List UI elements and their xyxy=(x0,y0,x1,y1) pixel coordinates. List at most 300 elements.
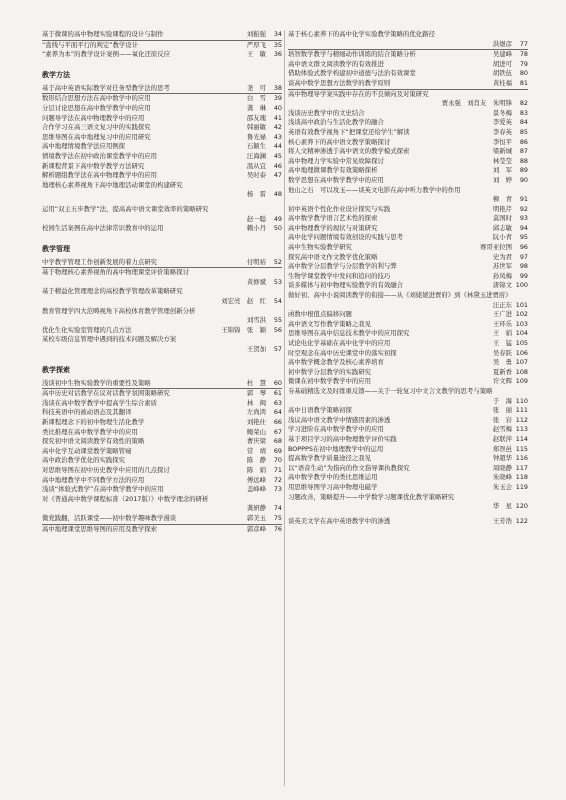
entry-author: 刘宏亮 赵 红 xyxy=(221,297,266,306)
entry-title: 高中数学概念教学及核心素养培育 xyxy=(288,358,384,367)
toc-entry[interactable] xyxy=(42,495,282,514)
entry-page: 42 xyxy=(273,123,282,132)
entry-page: 50 xyxy=(273,224,282,233)
entry-author: 郭彦峰 xyxy=(246,524,266,533)
entry-page: 116 xyxy=(515,454,528,463)
toc-entry[interactable] xyxy=(288,224,528,234)
entry-page: 94 xyxy=(519,223,528,232)
entry-author: 赖小丹 xyxy=(246,224,266,233)
toc-entry[interactable] xyxy=(288,483,528,493)
entry-page: 109 xyxy=(515,377,528,386)
entry-title: 教育管理学四大范畴视角下高校体育教学管理创新分析 xyxy=(42,306,196,315)
entry-page: 110 xyxy=(515,396,528,405)
entry-title: 他山之石 可以攻玉——谈英文电影在高中听力教学中的作用 xyxy=(288,185,461,194)
entry-author: 张 岩 xyxy=(492,415,512,424)
entry-title: 借助体验式教学构建初中道德与法治有效课堂 xyxy=(288,69,416,78)
toc-entry[interactable] xyxy=(288,205,528,215)
entry-author: 严厚飞 xyxy=(246,40,266,49)
entry-author: 华 星 xyxy=(492,502,512,511)
entry-page: 90 xyxy=(519,175,528,184)
entry-page: 95 xyxy=(519,233,528,242)
entry-page: 87 xyxy=(519,147,528,156)
entry-title: 生物学课堂教学中发问和追问的技巧 xyxy=(288,271,391,280)
toc-entry[interactable] xyxy=(42,171,282,181)
entry-title: 高中地理微课教学有效策略探析 xyxy=(288,166,378,175)
entry-author: 王锦锦 张 颖 xyxy=(221,325,266,334)
entry-author: 曹庆梁 xyxy=(246,437,266,446)
toc-entry[interactable] xyxy=(288,138,528,148)
entry-author: 赛哥亚拉图 xyxy=(480,243,512,252)
entry-page: 104 xyxy=(515,329,528,338)
toc-entry[interactable] xyxy=(42,447,282,457)
toc-entry[interactable] xyxy=(288,281,528,291)
toc-entry[interactable] xyxy=(42,50,282,60)
entry-title: 浅谈初中生物实验教学的重要性及策略 xyxy=(42,378,151,387)
entry-meta xyxy=(42,316,282,326)
toc-entry[interactable] xyxy=(288,310,528,320)
toc-entry[interactable] xyxy=(288,79,528,90)
toc-entry[interactable] xyxy=(42,485,282,495)
entry-title: 高中数学教学语言艺术性的探索 xyxy=(288,214,378,223)
toc-entry[interactable] xyxy=(42,418,282,428)
entry-meta xyxy=(42,297,282,307)
entry-title: 浅谈高中政治与生活化教学的融合 xyxy=(288,118,384,127)
entry-page: 41 xyxy=(273,113,282,122)
entry-author: 韩丽敏 xyxy=(246,123,266,132)
entry-title: 数学思想在高中数学教学中的应用 xyxy=(288,175,384,184)
entry-author: 付明裕 xyxy=(246,257,266,266)
entry-author: 陈 娟 xyxy=(246,465,266,474)
toc-entry[interactable] xyxy=(42,94,282,104)
entry-author: 郑智邑 xyxy=(492,444,512,453)
toc-entry[interactable] xyxy=(288,60,528,70)
toc-entry[interactable] xyxy=(288,339,528,349)
entry-page: 71 xyxy=(273,465,282,474)
toc-entry[interactable] xyxy=(42,408,282,418)
entry-title: 基于高中英语实际教学对任务型教学法的思考 xyxy=(42,83,170,92)
entry-meta xyxy=(288,40,528,50)
entry-page: 117 xyxy=(515,463,528,472)
toc-entry[interactable] xyxy=(288,445,528,455)
entry-title: 解析题组教学法在高中物理教学中的应用 xyxy=(42,171,158,180)
entry-title: 将人文精神渗透于高中语文的教学模式探索 xyxy=(288,147,410,156)
toc-entry[interactable] xyxy=(288,109,528,119)
entry-page: 82 xyxy=(519,99,528,108)
entry-title: 高中地理情境教学法应用例探 xyxy=(42,142,126,151)
entry-title: 合作学习在高三语文复习中的实践探究 xyxy=(42,123,151,132)
entry-page: 96 xyxy=(519,243,528,252)
toc-entry[interactable] xyxy=(288,473,528,483)
entry-author: 赵一聪 xyxy=(246,214,266,223)
entry-page: 118 xyxy=(515,473,528,482)
toc-entry[interactable] xyxy=(42,525,282,535)
toc-entry[interactable] xyxy=(288,368,528,378)
entry-author: 周晓静 xyxy=(492,463,512,472)
toc-entry[interactable] xyxy=(288,262,528,272)
entry-title: 高中化学互动课堂教学策略管窥 xyxy=(42,446,132,455)
entry-author: 夏新香 xyxy=(492,367,512,376)
toc-entry[interactable] xyxy=(42,287,282,306)
entry-author: 汪海澜 xyxy=(246,151,266,160)
toc-entry[interactable] xyxy=(288,30,528,50)
entry-title: 高中物理教学的现状与对策研究 xyxy=(288,223,378,232)
entry-page: 89 xyxy=(519,166,528,175)
toc-entry[interactable] xyxy=(42,224,282,234)
entry-page: 40 xyxy=(273,103,282,112)
entry-page: 79 xyxy=(519,59,528,68)
entry-author: 刘雪洪 xyxy=(246,316,266,325)
entry-title: 探究高中语文作文教学优化策略 xyxy=(288,252,378,261)
entry-author: 贾永强 刘肖友 朱明锋 xyxy=(441,99,512,108)
entry-title: 用思维导图学习高中物理电磁学 xyxy=(288,482,378,491)
entry-title: 高中语文写作教学策略之我见 xyxy=(288,319,372,328)
toc-entry[interactable] xyxy=(42,30,282,41)
entry-title: 基于物理核心素养视角的高中物理课堂评价策略探讨 xyxy=(42,268,189,277)
entry-author: 史为君 xyxy=(492,252,512,261)
entry-meta xyxy=(288,99,528,109)
toc-entry[interactable] xyxy=(288,69,528,79)
entry-page: 67 xyxy=(273,427,282,436)
entry-page: 113 xyxy=(515,425,528,434)
toc-entry[interactable] xyxy=(42,326,282,336)
toc-entry[interactable] xyxy=(42,104,282,114)
toc-entry[interactable] xyxy=(42,437,282,447)
entry-page: 60 xyxy=(273,378,282,387)
toc-entry[interactable] xyxy=(42,389,282,399)
entry-author: 王环乐 xyxy=(492,319,512,328)
toc-entry[interactable] xyxy=(42,84,282,95)
toc-entry[interactable] xyxy=(288,147,528,157)
toc-entry[interactable] xyxy=(288,186,528,205)
toc-entry[interactable] xyxy=(42,205,282,224)
toc-entry[interactable] xyxy=(42,514,282,525)
toc-entry[interactable] xyxy=(42,307,282,326)
entry-title: 微课在初中数学教学中的应用 xyxy=(288,377,372,386)
entry-title: 做好初、高中小说阅读教学的衔接——从《刘姥姥进贾府》到《林黛玉进贾府》 xyxy=(288,291,512,300)
entry-author: 陈 静 xyxy=(246,456,266,465)
entry-page: 44 xyxy=(273,142,282,151)
entry-page: 72 xyxy=(273,475,282,484)
entry-author: 傅远峰 xyxy=(246,475,266,484)
toc-entry[interactable] xyxy=(42,335,282,354)
entry-author: 林莹莹 xyxy=(492,156,512,165)
entry-page: 84 xyxy=(519,118,528,127)
entry-author: 钟超华 xyxy=(492,454,512,463)
entry-title: 校园生活案例在高中法律常识教育中的运用 xyxy=(42,224,164,233)
entry-page: 86 xyxy=(519,137,528,146)
entry-author: 盖峰峰 xyxy=(246,485,266,494)
entry-title: 学习进阶在高中数学教学中的应用 xyxy=(288,425,384,434)
toc-entry[interactable] xyxy=(288,387,528,406)
toc-entry[interactable] xyxy=(42,162,282,172)
entry-title: 情境教学法在初中政治课堂教学中的应用 xyxy=(42,151,158,160)
entry-page: 119 xyxy=(515,482,528,491)
entry-title: 浅议高中语文教学中情感因素的渗透 xyxy=(288,415,391,424)
entry-author: 梁新城 xyxy=(492,147,512,156)
entry-page: 103 xyxy=(515,319,528,328)
toc-entry[interactable] xyxy=(42,399,282,409)
entry-author: 明艳芹 xyxy=(492,204,512,213)
toc-entry[interactable] xyxy=(288,272,528,282)
entry-author: 胡铁伍 xyxy=(492,69,512,78)
entry-title: 思维导图在高中信息技术教学中的应用探究 xyxy=(288,329,410,338)
entry-page: 36 xyxy=(273,50,282,59)
toc-entry[interactable] xyxy=(288,464,528,474)
entry-title: “直线与平面平行的判定”教学设计 xyxy=(42,40,139,49)
entry-meta xyxy=(288,502,528,512)
entry-page: 73 xyxy=(273,485,282,494)
entry-author: 王 猛 xyxy=(492,339,512,347)
entry-author: 李恒平 xyxy=(492,137,512,146)
entry-author: 邱志敏 xyxy=(492,223,512,232)
entry-page: 75 xyxy=(273,513,282,522)
entry-title: 优化生化实验室管理的几点方法 xyxy=(42,325,132,334)
toc-entry[interactable] xyxy=(288,349,528,359)
toc-entry[interactable] xyxy=(288,377,528,387)
entry-author: 赵联萍 xyxy=(492,434,512,443)
entry-meta xyxy=(288,195,528,205)
entry-page: 83 xyxy=(519,108,528,117)
toc-entry[interactable] xyxy=(42,142,282,152)
toc-entry[interactable] xyxy=(42,379,282,390)
entry-page: 56 xyxy=(273,325,282,334)
entry-title: 习题改善，策略提升——中学数学习题课优化教学策略研究 xyxy=(288,492,455,501)
entry-title: 谈英美文学在高中英语教学中的渗透 xyxy=(288,516,391,525)
entry-author: 王芳浩 xyxy=(492,516,512,525)
entry-author: 朱玉会 xyxy=(492,482,512,491)
entry-page: 122 xyxy=(515,516,528,525)
entry-title: 思维导图在高中地理复习中的应用研究 xyxy=(42,132,151,141)
entry-author: 温从宜 xyxy=(246,161,266,170)
toc-entry[interactable] xyxy=(288,166,528,176)
toc-entry[interactable] xyxy=(288,329,528,339)
entry-author: 黄桂福 xyxy=(492,78,512,87)
entry-title: 高中语文群文阅读教学的有效推进 xyxy=(288,59,384,68)
entry-meta xyxy=(42,504,282,514)
entry-page: 92 xyxy=(519,204,528,213)
entry-page: 57 xyxy=(273,345,282,354)
entry-title: 高中物理导学案实践中存在的不良倾向及对策研究 xyxy=(288,89,429,98)
toc-entry[interactable] xyxy=(288,425,528,435)
toc-entry[interactable] xyxy=(42,114,282,124)
entry-title: 初中数学分层教学的实践研究 xyxy=(288,367,372,376)
toc-right-column xyxy=(288,30,528,790)
entry-page: 112 xyxy=(515,415,528,424)
entry-author: 鲍荣山 xyxy=(246,427,266,436)
entry-author: 景冬梅 xyxy=(492,108,512,117)
entry-author: 吴时泰 xyxy=(246,171,266,180)
toc-entry[interactable] xyxy=(288,291,528,310)
entry-title: 新课程背景下高中数学教学方法研究 xyxy=(42,161,145,170)
entry-author: 杨 雷 xyxy=(246,190,266,199)
entry-title: 高中生物实验教学研究 xyxy=(288,243,352,252)
entry-title: BOPPPS在初中地理教学中的运用 xyxy=(288,444,384,453)
entry-title: 高中化学问题情境有效创设的实践与思考 xyxy=(288,233,404,242)
toc-entry[interactable] xyxy=(42,133,282,143)
entry-page: 52 xyxy=(273,257,282,266)
entry-title: 运用“双主五步教学”法，提高高中语文课堂效率的策略研究 xyxy=(42,204,209,213)
entry-meta xyxy=(42,190,282,200)
entry-title: 提高数学教学质量途径之我见 xyxy=(288,454,372,463)
entry-title: 探究初中语文阅读教学有效性的策略 xyxy=(42,437,145,446)
entry-page: 114 xyxy=(515,434,528,443)
entry-page: 101 xyxy=(515,300,528,309)
toc-entry[interactable] xyxy=(288,157,528,167)
entry-title: 基于精益化管理理念的高校教学管理改革策略研究 xyxy=(42,287,183,296)
section-heading: 教学管理 xyxy=(42,244,70,253)
toc-entry[interactable] xyxy=(288,493,528,512)
entry-title: 高中地理教学中不同教学方法的应用 xyxy=(42,475,145,484)
entry-page: 35 xyxy=(273,40,282,49)
entry-page: 105 xyxy=(515,339,528,347)
entry-author: 汪正东 xyxy=(492,300,512,309)
entry-title: 某校车级信息管理中遇到的技术问题及解决方案 xyxy=(42,335,177,344)
entry-title: 中学教学管理工作创新发展的着力点研究 xyxy=(42,257,158,266)
entry-page: 100 xyxy=(515,281,528,290)
toc-entry[interactable] xyxy=(288,406,528,416)
entry-page: 55 xyxy=(273,316,282,325)
toc-entry[interactable] xyxy=(42,41,282,51)
toc-entry[interactable] xyxy=(42,476,282,486)
entry-author: 刘艳仕 xyxy=(246,418,266,426)
entry-author: 孙凤梅 xyxy=(492,271,512,280)
entry-title: 核心素养下的高中语文教学策略探讨 xyxy=(288,137,391,146)
entry-page: 48 xyxy=(273,190,282,199)
entry-author: 张 丽 xyxy=(492,406,512,415)
entry-title: 对思维导图在初中历史教学中应用的几点探讨 xyxy=(42,465,170,474)
entry-page: 111 xyxy=(515,406,528,415)
entry-page: 53 xyxy=(273,277,282,286)
entry-title: “素养为本”的教学设计案例——氧化还原反应 xyxy=(42,50,171,59)
entry-page: 34 xyxy=(273,30,282,38)
entry-title: 初中英语个性化作业设计探究与实践 xyxy=(288,204,391,213)
entry-author: 苏世军 xyxy=(492,262,512,271)
toc-entry[interactable] xyxy=(288,320,528,330)
toc-entry[interactable] xyxy=(42,466,282,476)
toc-entry[interactable] xyxy=(288,176,528,186)
entry-meta xyxy=(288,397,528,407)
entry-author: 白 雪 xyxy=(246,94,266,103)
toc-entry[interactable] xyxy=(288,214,528,224)
toc-entry[interactable] xyxy=(288,90,528,109)
toc-entry[interactable] xyxy=(288,358,528,368)
entry-title: 试论电化学基础在高中化学中的应用 xyxy=(288,339,391,347)
entry-page: 77 xyxy=(519,39,528,48)
entry-title: 浅谈在高中数学教学中提高学生综合素质 xyxy=(42,398,158,407)
entry-title: 基于项目学习的高中物理教学评价实践 xyxy=(288,434,397,443)
toc-entry[interactable] xyxy=(288,118,528,128)
entry-page: 98 xyxy=(519,262,528,271)
entry-author: 常 靖 xyxy=(246,446,266,455)
entry-title: 对《普通高中数学课程标准（2017版）》中数学理念的研析 xyxy=(42,494,209,503)
entry-author: 杜 慧 xyxy=(246,378,266,387)
entry-author: 朱晓峰 xyxy=(492,473,512,482)
entry-page: 38 xyxy=(273,83,282,92)
entry-page: 91 xyxy=(519,195,528,204)
entry-author: 林 闽 xyxy=(246,398,266,407)
toc-entry[interactable] xyxy=(42,123,282,133)
entry-page: 39 xyxy=(273,94,282,103)
entry-title: 新课程理念下的初中物理生活化教学 xyxy=(42,418,145,426)
entry-title: 高中日语教学策略初探 xyxy=(288,406,352,415)
entry-title: 问题导学法在高中物理教学中的应用 xyxy=(42,113,145,122)
entry-author: 吴春跃 xyxy=(492,348,512,357)
entry-title: 谈高中数学思想方法数学的教学原则 xyxy=(288,78,391,87)
entry-author: 王贺加 xyxy=(246,345,266,354)
entry-author: 吴建峰 xyxy=(492,50,512,59)
entry-author: 刘 军 xyxy=(492,166,512,175)
entry-title: 培智数学教学与精细动作训练的结合策略分析 xyxy=(288,50,416,59)
entry-title: 高中数学教学中的类比思维运用 xyxy=(288,473,378,482)
toc-entry[interactable] xyxy=(288,454,528,464)
entry-page: 106 xyxy=(515,348,528,357)
toc-entry[interactable] xyxy=(288,517,528,527)
entry-author: 王 敏 xyxy=(246,50,266,59)
entry-page: 107 xyxy=(515,358,528,367)
entry-page: 108 xyxy=(515,367,528,376)
entry-author: 龚 琳 xyxy=(246,103,266,112)
entry-author: 唐锦文 xyxy=(492,281,512,290)
entry-meta xyxy=(42,215,282,225)
entry-author: 王 娟 xyxy=(492,329,512,338)
entry-title: 函数中根值点偏移问题 xyxy=(288,310,352,319)
entry-author: 邵友瑰 xyxy=(246,113,266,122)
entry-title: 英语有效教学视角下“把课堂还给学生”解读 xyxy=(288,127,410,136)
toc-entry[interactable] xyxy=(42,258,282,269)
entry-page: 115 xyxy=(515,444,528,453)
entry-author: 胡进可 xyxy=(492,59,512,68)
toc-entry[interactable] xyxy=(42,152,282,162)
toc-entry[interactable] xyxy=(288,128,528,138)
toc-entry[interactable] xyxy=(288,416,528,426)
entry-title: 基于微课的高中物理实验课程的设计与制作 xyxy=(42,30,164,38)
entry-author: 李春英 xyxy=(492,127,512,136)
entry-author: 刘振强 xyxy=(246,30,266,38)
toc-entry[interactable] xyxy=(288,253,528,263)
toc-entry[interactable] xyxy=(288,243,528,253)
entry-page: 63 xyxy=(273,398,282,407)
entry-author: 黄修斌 xyxy=(246,277,266,286)
toc-entry[interactable] xyxy=(288,435,528,445)
entry-author: 柳 青 xyxy=(492,195,512,204)
entry-title: 类比推理在高中数学教学中的应用 xyxy=(42,427,138,436)
toc-entry[interactable] xyxy=(42,181,282,200)
entry-author: 尧 可 xyxy=(246,83,266,92)
entry-page: 88 xyxy=(519,156,528,165)
toc-entry[interactable] xyxy=(288,50,528,60)
entry-page: 99 xyxy=(519,271,528,280)
entry-page: 43 xyxy=(273,132,282,141)
entry-author: 许文辉 xyxy=(492,377,512,386)
entry-title: 谈多媒体与初中物理实验教学的有效融合 xyxy=(288,281,404,290)
entry-title: 科技英语中的被动语态及其翻译 xyxy=(42,408,132,417)
entry-title: 时空观念在高中历史课堂中的落实初探 xyxy=(288,348,397,357)
entry-title: 高中地理课堂思维导图的应用及教学探索 xyxy=(42,524,158,533)
toc-entry[interactable] xyxy=(42,268,282,287)
toc-entry[interactable] xyxy=(42,428,282,438)
entry-title: 高中物理力学实验中常见故障探讨 xyxy=(288,156,384,165)
entry-author: 龚妍静 xyxy=(246,504,266,513)
entry-title: 浅谈“体验式教学”在高中数学教学中的应用 xyxy=(42,485,164,494)
toc-entry[interactable] xyxy=(288,233,528,243)
toc-entry[interactable] xyxy=(42,456,282,466)
entry-author: 吴 勇 xyxy=(492,358,512,367)
entry-title: 高中数学分层教学与分层教学的利与弊 xyxy=(288,262,397,271)
entry-page: 80 xyxy=(519,69,528,78)
entry-page: 93 xyxy=(519,214,528,223)
entry-title: 高中历史对话教学在议对话教学氛围策略研究 xyxy=(42,389,170,398)
entry-page: 70 xyxy=(273,456,282,465)
